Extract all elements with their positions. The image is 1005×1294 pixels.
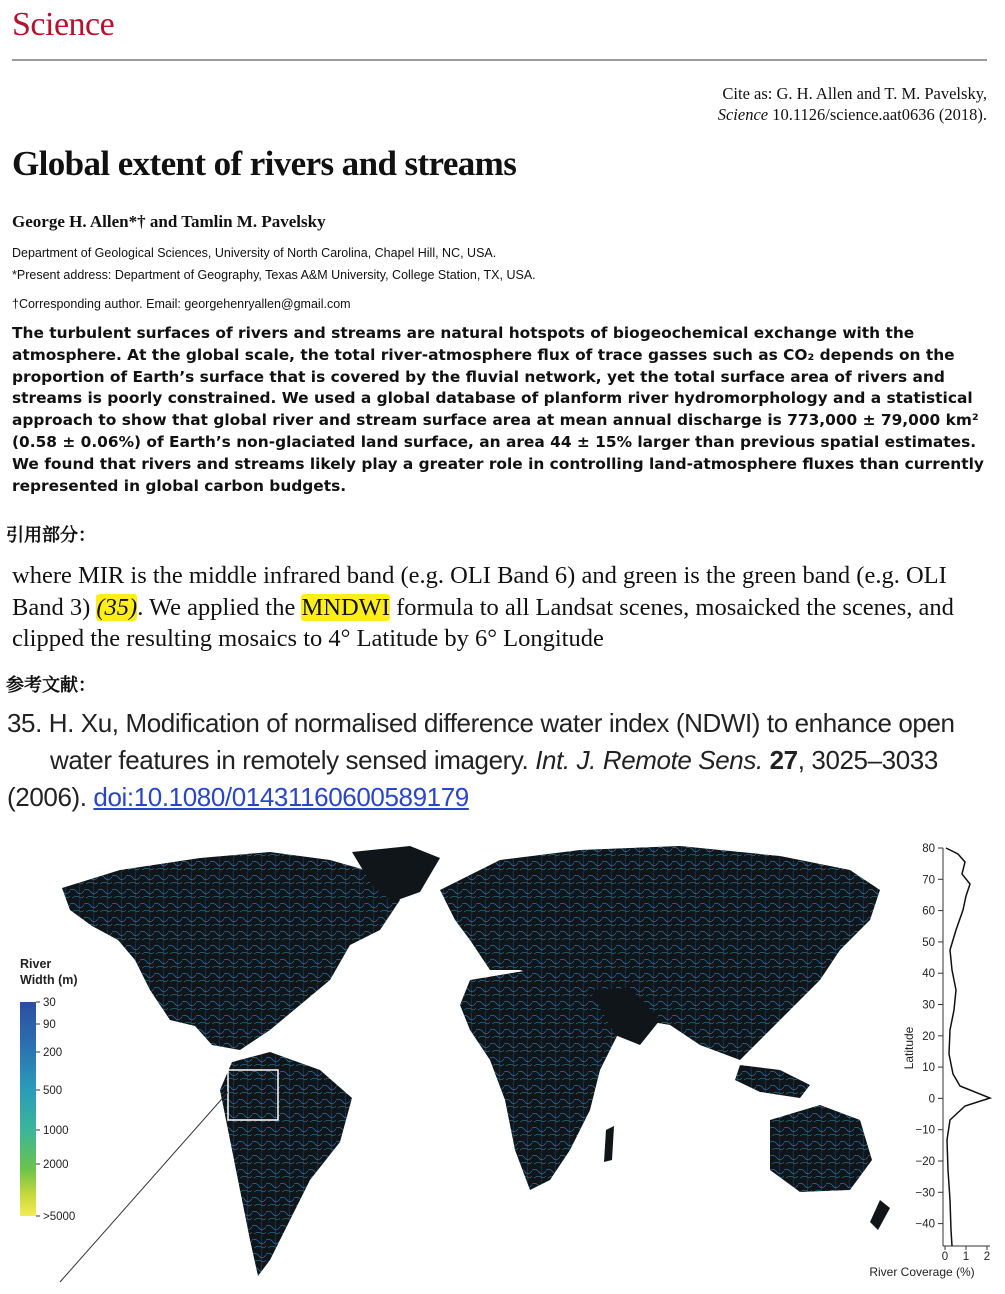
lat-tick-label: 40 [922,968,935,981]
south-america [220,1052,352,1276]
affiliation: Department of Geological Sciences, University of North Carolina, Chapel Hill, NC, USA. [12,246,497,260]
article-title: Global extent of rivers and streams [12,144,517,183]
australia [770,1105,872,1192]
reference-line-2: water features in remotely sensed imagery. Int. J. Remote Sens. 27, 3025–3033 [50,745,938,775]
north-america [62,852,400,1050]
southeast-asia [735,1065,810,1098]
highlight-mndwi: MNDWI [301,593,390,621]
quote-text-middle: . We applied the [137,593,302,621]
lat-tick-label: −20 [915,1156,935,1168]
legend-title-2: Width (m) [20,973,78,987]
legend-tick-label: 200 [43,1047,63,1059]
legend-ticks [36,997,75,1223]
cite-line-2 [718,105,987,125]
lat-tick-label: −30 [915,1187,935,1200]
width-legend [20,957,78,1223]
lat-tick-label: 10 [922,1062,935,1075]
legend-colorbar [20,1002,36,1216]
cov-tick-label: 0 [941,1251,949,1263]
legend-tick-label: 2000 [43,1159,69,1171]
legend-tick-label: 30 [43,997,56,1009]
article-authors: George H. Allen*† and Tamlin M. Pavelsky [12,212,326,231]
cov-axis-label: River Coverage (%) [869,1265,975,1279]
africa [460,970,620,1190]
lat-tick-label: 30 [922,999,935,1012]
lat-tick-label: 70 [922,874,935,887]
cite-journal: Science [717,105,769,124]
cite-line-1: Cite as: G. H. Allen and T. M. Pavelsky, [722,84,987,103]
new-zealand [870,1200,890,1230]
cov-tick-label: 2 [983,1251,991,1263]
references-section-label: 参考文献： [6,675,96,696]
journal-logo: Science [12,6,115,43]
lat-tick-label: 0 [928,1093,935,1106]
corresponding-author: †Corresponding author. Email: georgehenryallen@gmail.com [12,297,351,311]
madagascar [604,1126,614,1162]
reference-volume: 27 [762,745,798,775]
legend-tick-label: 1000 [43,1125,69,1137]
zoom-line [60,1092,228,1282]
abstract: The turbulent surfaces of rivers and streams are natural hotspots of biogeochemical exchange with the atmosphere. At the global scale, the total river-atmosphere flux of trace gasses such as CO₂ depends on the proportion of Earth’s surface that is covered by the fluvial network, yet the total surface area of rivers and streams is poorly constrained. We used a global database of planform river hydromorphology and a statistical approach to show that global river and stream surface area at mean annual discharge is 773,000 ± 79,000 km² (0.58 ± 0.06%) of Earth’s non-glaciated land surface, an area 44 ± 15% larger than previous spatial estimates. We found that rivers and streams likely play a greater role in controlling land-atmosphere fluxes than currently represented in global carbon budgets. [12,324,984,495]
lat-tick-label: 80 [922,843,935,855]
legend-title-1: River [20,957,52,971]
river-width-figure [0,830,1005,1294]
lat-tick-label: −10 [915,1124,935,1137]
world-map [60,846,890,1282]
latitude-profile [869,843,990,1279]
cov-tick-label: 1 [962,1251,970,1263]
citation-section-label: 引用部分： [6,525,96,546]
reference-marker: (35) [96,593,138,621]
legend-tick-label: 90 [43,1019,56,1031]
lat-tick-label: 20 [922,1030,935,1043]
lat-tick-label: −40 [915,1218,935,1231]
reference-line-1: 35. H. Xu, Modification of normalised difference water index (NDWI) to enhance open [7,708,955,738]
lat-tick-label: 50 [922,936,935,949]
present-address: *Present address: Department of Geography, Texas A&M University, College Station, TX, USA. [12,268,536,282]
legend-tick-label: >5000 [43,1211,76,1223]
legend-tick-label: 500 [43,1085,63,1097]
quote-text-after: formula to all Landsat scenes, mosaicked the scenes, and clipped the resulting mosaics to 4° Latitude by 6° Longitude [12,593,954,652]
citation-quote [12,560,997,655]
quote-text-before: where MIR is the middle infrared band (e.g. OLI Band 6) and green is the green band (e.g. OLI Band 3) [12,562,947,621]
cite-doi-year: 10.1126/science.aat0636 (2018). [768,105,987,124]
reference-entry [7,705,1002,816]
header-divider [12,59,987,61]
reference-journal: Int. J. Remote Sens. [535,745,763,775]
reference-line-3: (2006). doi:10.1080/01431160600589179 [7,782,469,812]
lat-axis-label: Latitude [902,1026,916,1070]
doi-link[interactable]: doi:10.1080/01431160600589179 [93,782,469,812]
lat-tick-label: 60 [922,905,935,918]
coverage-curve [946,848,990,1246]
